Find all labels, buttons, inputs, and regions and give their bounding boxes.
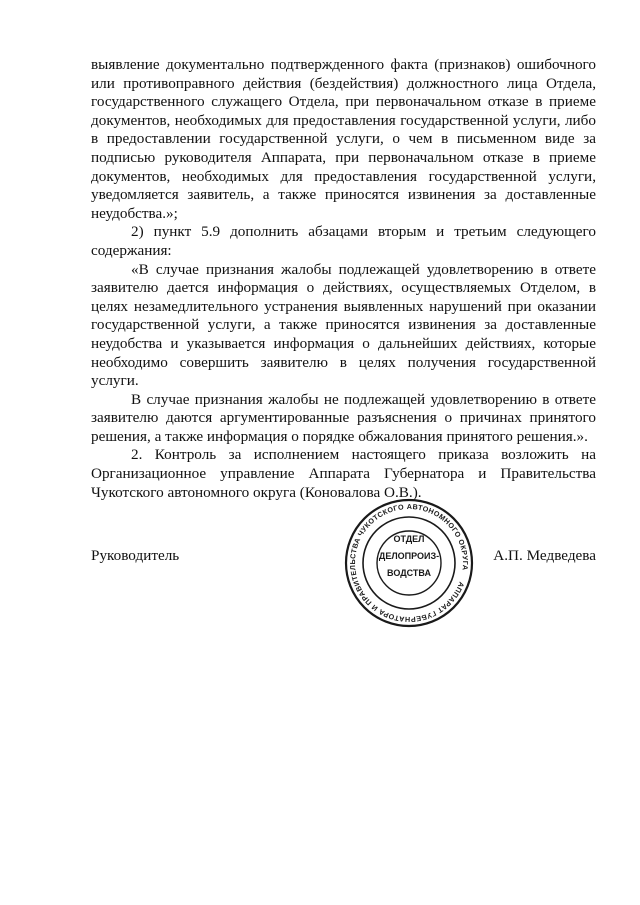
svg-text:ДЕЛОПРОИЗ-: ДЕЛОПРОИЗ- [378,551,440,561]
signatory-name: А.П. Медведева [493,547,596,564]
paragraph-3: «В случае признания жалобы подлежащей удовлетворению в ответе заявителю дается информация о действиях, осуществляемых Отделом, в целях незамедлительного устранения выявленных нарушений при оказании государственной услуги, а также приносятся извинения за доставленные неудобства и указывается информация о дальнейших действиях, которые необходимо совершить заявителю в целях получения государственной услуги. [91,260,596,390]
svg-text:ОТДЕЛ: ОТДЕЛ [393,534,425,544]
paragraph-2: 2) пункт 5.9 дополнить абзацами вторым и третьим следующего содержания: [91,223,596,259]
paragraph-4: В случае признания жалобы не подлежащей удовлетворению в ответе заявителю даются аргументированные разъяснения о причинах принятого решения, а также информация о порядке обжалования принятого решения.». [91,390,596,445]
svg-text:ВОДСТВА: ВОДСТВА [387,568,431,578]
official-stamp [343,497,475,629]
paragraph-5: 2. Контроль за исполнением настоящего приказа возложить на Организационное управление Аппарата Губернатора и Правительства Чукотского автономного округа (Коновалова О.В.). [91,446,596,501]
paragraph-1: выявление документально подтвержденного факта (признаков) ошибочного или противоправного действия (бездействия) должностного лица Отдела, государственного служащего Отдела, при первоначальном отказе в приеме документов, необходимых для предоставления государственной услуги, либо в предоставлении государственной услуги, о чем в письменном виде за подписью руководителя Аппарата, при первоначальном отказе в приеме документов, необходимых для предоставления государственной услуги, уведомляется заявитель, а также приносятся извинения за доставленные неудобства.»; [91,56,596,222]
svg-text:АППАРАТ ГУБЕРНАТОРА И ПРАВИТЕЛ: АППАРАТ ГУБЕРНАТОРА И ПРАВИТЕЛЬСТВА ЧУКОТСКОГО АВТОНОМНОГО ОКРУГА [347,501,471,625]
document-body [91,56,596,502]
signatory-title: Руководитель [91,547,180,564]
